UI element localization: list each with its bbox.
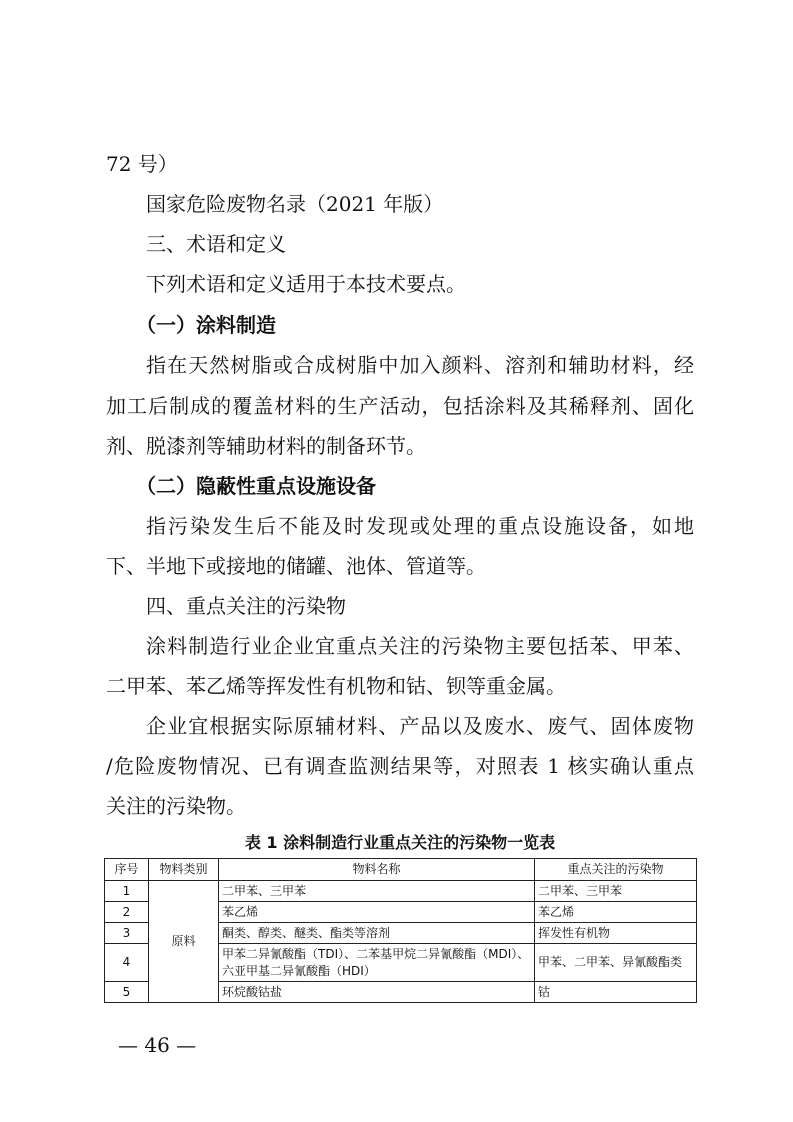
cell-material: 苯乙烯 xyxy=(219,902,535,923)
subsection-heading: （二）隐蔽性重点设施设备 xyxy=(136,474,376,498)
cell-pollutant: 苯乙烯 xyxy=(535,902,697,923)
paragraph-line: 指在天然树脂或合成树脂中加入颜料、溶剂和辅助材料，经 xyxy=(146,353,694,377)
cell-no: 1 xyxy=(105,881,149,902)
section-heading: 四、重点关注的污染物 xyxy=(146,594,346,618)
paragraph-line: 加工后制成的覆盖材料的生产活动，包括涂料及其稀释剂、固化 xyxy=(106,394,694,418)
pollutant-table xyxy=(104,858,697,1003)
header-category: 物料类别 xyxy=(149,859,219,881)
paragraph-line: 涂料制造行业企业宜重点关注的污染物主要包括苯、甲苯、 xyxy=(146,634,694,658)
table-row xyxy=(105,881,697,902)
table-caption: 表 1 涂料制造行业重点关注的污染物一览表 xyxy=(244,833,556,852)
cell-no: 4 xyxy=(105,944,149,982)
cell-no: 2 xyxy=(105,902,149,923)
header-material: 物料名称 xyxy=(219,859,535,881)
section-heading: 三、术语和定义 xyxy=(146,232,286,256)
paragraph-line: 企业宜根据实际原辅材料、产品以及废水、废气、固体废物 xyxy=(146,714,694,738)
cell-material: 环烷酸钴盐 xyxy=(219,982,535,1003)
cell-pollutant: 钴 xyxy=(535,982,697,1003)
paragraph-line: 二甲苯、苯乙烯等挥发性有机物和钴、钡等重金属。 xyxy=(106,674,566,698)
page-number: — 46 — xyxy=(118,1033,197,1057)
paragraph-line: 关注的污染物。 xyxy=(106,794,246,818)
text-line: 下列术语和定义适用于本技术要点。 xyxy=(146,272,466,296)
cell-pollutant: 挥发性有机物 xyxy=(535,923,697,944)
cell-material: 酮类、醇类、醚类、酯类等溶剂 xyxy=(219,923,535,944)
cell-pollutant: 甲苯、二甲苯、异氰酸酯类 xyxy=(535,944,697,982)
paragraph-line: 剂、脱漆剂等辅助材料的制备环节。 xyxy=(106,434,426,458)
text-line: 国家危险废物名录（2021 年版） xyxy=(146,192,444,216)
paragraph-line: /危险废物情况、已有调查监测结果等，对照表 1 核实确认重点 xyxy=(106,754,694,778)
cell-pollutant: 二甲苯、三甲苯 xyxy=(535,881,697,902)
header-pollutant: 重点关注的污染物 xyxy=(535,859,697,881)
cell-no: 5 xyxy=(105,982,149,1003)
cell-no: 3 xyxy=(105,923,149,944)
paragraph-line: 指污染发生后不能及时发现或处理的重点设施设备，如地 xyxy=(146,514,694,538)
header-no: 序号 xyxy=(105,859,149,881)
text-line: 72 号） xyxy=(106,152,178,176)
paragraph-line: 下、半地下或接地的储罐、池体、管道等。 xyxy=(106,554,486,578)
cell-material: 甲苯二异氰酸酯（TDI）、二苯基甲烷二异氰酸酯（MDI）、六亚甲基二异氰酸酯（HDI） xyxy=(219,944,535,982)
cell-category: 原料 xyxy=(149,881,219,1003)
cell-material: 二甲苯、三甲苯 xyxy=(219,881,535,902)
subsection-heading: （一）涂料制造 xyxy=(136,313,276,337)
table-header-row xyxy=(105,859,697,881)
